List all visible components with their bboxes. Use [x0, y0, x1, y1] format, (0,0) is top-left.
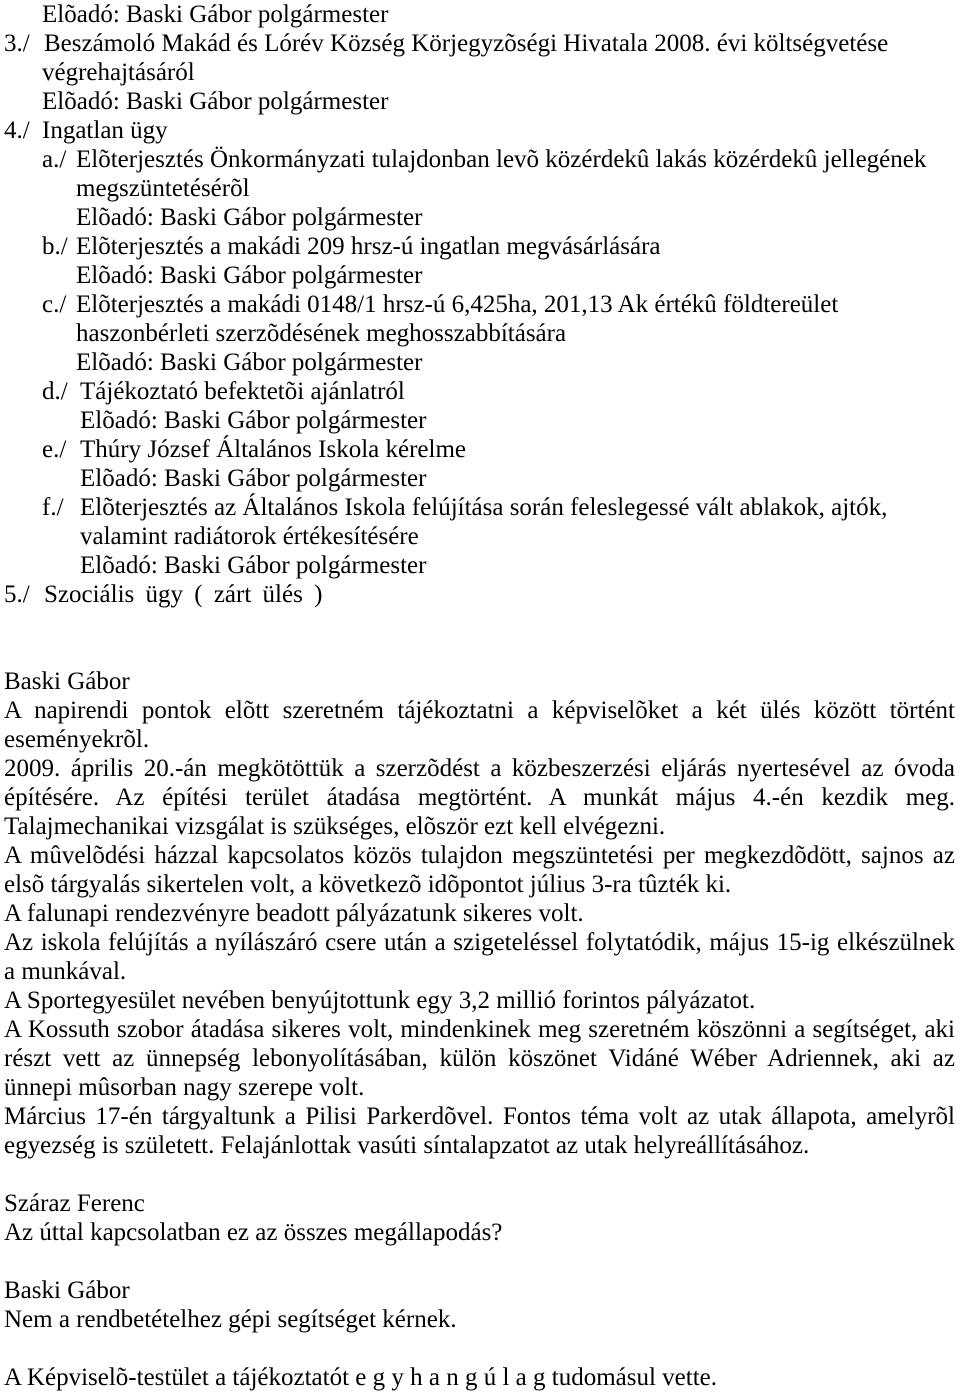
subitem-text: Elõterjesztés a makádi 0148/1 hrsz-ú 6,425ha, 201,13 Ak értékû földtereület: [76, 291, 839, 318]
minutes-line: A napirendi pontok elõtt szeretném tájékoztatni a képviselõket a két ülés között történt: [4, 697, 955, 724]
item-title-text: Ingatlan ügy: [42, 117, 168, 144]
minutes-line: elsõ tárgyalás sikertelen volt, a következõ idõpontot július 3-ra tûzték ki.: [4, 871, 732, 898]
subitem-text: Thúry József Általános Iskola kérelme: [80, 436, 466, 463]
spacer: [0, 1247, 960, 1276]
minutes-line: 2009. április 20.-án megkötöttük a szerzõdést a közbeszerzési eljárás nyertesével az óvoda: [4, 755, 955, 782]
resolution-line: A Képviselõ-testület a tájékoztatót e g y h a n g ú l a g tudomásul vette.: [4, 1364, 718, 1391]
agenda-item-3-presenter: [0, 87, 960, 116]
subitem-text: Tájékoztató befektetõi ajánlatról: [80, 378, 405, 405]
subitem-label: e./: [42, 436, 67, 463]
item-title-text: Szociális ügy ( zárt ülés ): [44, 581, 323, 608]
minutes-line: részt vett az ünnepség lebonyolításában, külön köszönet Vidáné Wéber Adriennek, aki az: [4, 1045, 955, 1072]
spacer: [0, 638, 960, 667]
subitem-label: c./: [42, 291, 67, 318]
presenter-text: Elõadó: Baski Gábor polgármester: [42, 88, 389, 115]
presenter-text: Elõadó: Baski Gábor polgármester: [42, 1, 389, 28]
item-number-label: 3./: [4, 30, 30, 57]
minutes-line: Nem a rendbetételhez gépi segítséget kérnek.: [4, 1306, 457, 1333]
presenter-text: Elõadó: Baski Gábor polgármester: [76, 204, 423, 231]
subitem-label: f./: [42, 494, 64, 521]
minutes-line: A falunapi rendezvényre beadott pályázatunk sikeres volt.: [4, 900, 584, 927]
agenda-item-3-title-continued: [0, 58, 960, 87]
minutes-line: Március 17-én tárgyaltunk a Pilisi Parkerdõvel. Fontos téma volt az utak állapota, amelyrõl: [4, 1103, 955, 1130]
minutes-line: A Kossuth szobor átadása sikeres volt, mindenkinek meg szeretném köszönni a segítséget, aki: [4, 1016, 955, 1043]
minutes-line: A mûvelõdési házzal kapcsolatos közös tulajdon megszüntetési per megkezdõdött, sajnos az: [4, 842, 955, 869]
agenda-item-4-title: [0, 116, 960, 145]
subitem-label: d./: [42, 378, 68, 405]
agenda-subitem-a: [0, 145, 960, 174]
presenter-text: Elõadó: Baski Gábor polgármester: [80, 552, 427, 579]
agenda-subitem-e-presenter: [0, 464, 960, 493]
agenda-subitem-a-continued: [0, 174, 960, 203]
agenda-subitem-c-continued: [0, 319, 960, 348]
agenda-subitem-c: [0, 290, 960, 319]
minutes-line: ünnepi mûsorban nagy szerepe volt.: [4, 1074, 365, 1101]
agenda-subitem-f-continued: [0, 522, 960, 551]
presenter-text: Elõadó: Baski Gábor polgármester: [76, 349, 423, 376]
item-number-label: 5./: [4, 581, 30, 608]
spacer: [0, 1160, 960, 1189]
item-number-label: 4./: [4, 117, 30, 144]
agenda-subitem-b: [0, 232, 960, 261]
agenda-subitem-a-presenter: [0, 203, 960, 232]
minutes-line: a munkával.: [4, 958, 127, 985]
speaker-name: Száraz Ferenc: [4, 1190, 145, 1217]
spacer: [0, 1334, 960, 1363]
minutes-line: Az úttal kapcsolatban ez az összes megállapodás?: [4, 1219, 503, 1246]
agenda-subitem-e: [0, 435, 960, 464]
spacer: [0, 609, 960, 638]
subitem-text: Elõterjesztés az Általános Iskola felújítása során feleslegessé vált ablakok, ajtók,: [80, 494, 888, 521]
minutes-line: Az iskola felújítás a nyílászáró csere után a szigeteléssel folytatódik, május 15-ig elkészülnek: [4, 929, 955, 956]
minutes-line: eseményekrõl.: [4, 726, 150, 753]
subitem-text: haszonbérleti szerzõdésének meghosszabbítására: [76, 320, 567, 347]
item-title-text: végrehajtásáról: [42, 59, 195, 86]
subitem-text: megszüntetésérõl: [76, 175, 250, 202]
agenda-item-3-title: [0, 29, 960, 58]
agenda-item-5-title: [0, 580, 960, 609]
agenda-subitem-c-presenter: [0, 348, 960, 377]
agenda-subitem-d: [0, 377, 960, 406]
minutes-line: építésére. Az építési terület átadása megtörtént. A munkát május 4.-én kezdik meg.: [4, 784, 955, 811]
speaker-name: Baski Gábor: [4, 668, 130, 695]
agenda-top-presenter: [0, 0, 960, 29]
subitem-label: a./: [42, 146, 67, 173]
speaker-name: Baski Gábor: [4, 1277, 130, 1304]
minutes-line: egyezség is született. Felajánlottak vasúti síntalapzatot az utak helyreállításához.: [4, 1132, 810, 1159]
presenter-text: Elõadó: Baski Gábor polgármester: [76, 262, 423, 289]
agenda-subitem-f-presenter: [0, 551, 960, 580]
minutes-line: Talajmechanikai vizsgálat is szükséges, elõször ezt kell elvégezni.: [4, 813, 666, 840]
subitem-text: valamint radiátorok értékesítésére: [80, 523, 419, 550]
agenda-subitem-d-presenter: [0, 406, 960, 435]
minutes-line: A Sportegyesület nevében benyújtottunk egy 3,2 millió forintos pályázatot.: [4, 987, 756, 1014]
presenter-text: Elõadó: Baski Gábor polgármester: [80, 465, 427, 492]
subitem-text: Elõterjesztés a makádi 209 hrsz-ú ingatlan megvásárlására: [76, 233, 661, 260]
agenda-subitem-f: [0, 493, 960, 522]
subitem-text: Elõterjesztés Önkormányzati tulajdonban levõ közérdekû lakás közérdekû jellegének: [76, 146, 927, 173]
item-title-text: Beszámoló Makád és Lórév Község Körjegyzõségi Hivatala 2008. évi költségvetése: [44, 30, 889, 57]
subitem-label: b./: [42, 233, 68, 260]
agenda-subitem-b-presenter: [0, 261, 960, 290]
presenter-text: Elõadó: Baski Gábor polgármester: [80, 407, 427, 434]
